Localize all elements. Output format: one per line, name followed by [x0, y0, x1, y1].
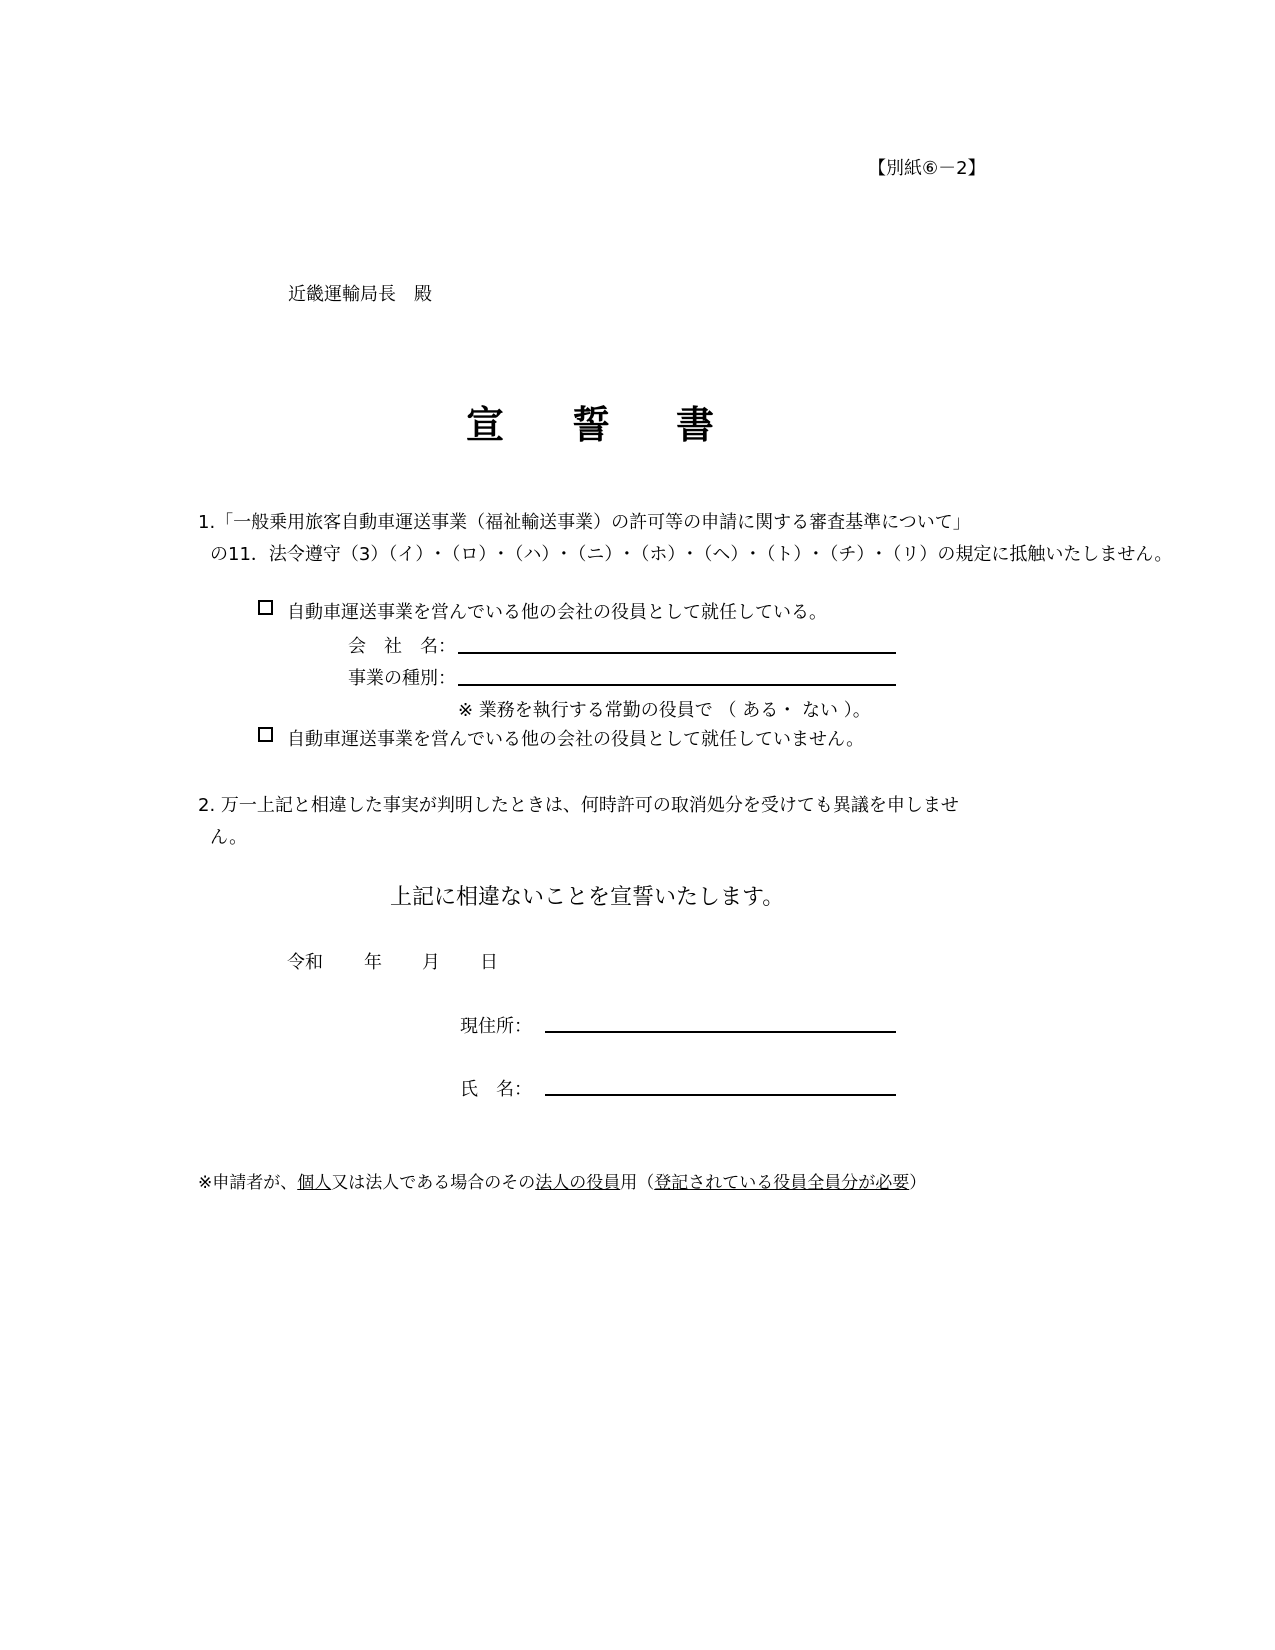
company-name-label: 会 社 名： [348, 636, 456, 657]
not-serving-officer-checkbox[interactable] [258, 727, 273, 742]
addressee: 近畿運輸局長 殿 [288, 284, 432, 305]
date-month: 月 [422, 952, 440, 973]
footnote-part3: 用（ [620, 1173, 655, 1193]
address-label: 現住所： [460, 1016, 532, 1037]
footnote-registered: 登記されている役員全員分が必要 [654, 1173, 910, 1193]
title-char-1: 宣 [466, 403, 505, 447]
attachment-label: 【別紙⑥－2】 [868, 158, 986, 179]
business-type-field[interactable] [458, 684, 896, 686]
title-char-2: 誓 [572, 403, 611, 447]
item1-line2: の11．法令遵守（3）（イ）･（ロ）･（ハ）･（ニ）･（ホ）･（ヘ）･（ト）･（チ）･（リ）の規定に抵触いたしません。 [210, 544, 1173, 565]
footnote-part2: 又は法人である場合のその [331, 1173, 536, 1193]
name-label: 氏 名： [460, 1079, 532, 1100]
date-era: 令和 [287, 952, 323, 973]
company-name-field[interactable] [458, 652, 896, 654]
title-char-3: 書 [676, 403, 715, 447]
item2-line2: ん。 [210, 827, 248, 848]
footnote-part4: ） [909, 1173, 927, 1193]
item2-line1: 2. 万一上記と相違した事実が判明したときは、何時許可の取消処分を受けても異議を申しませ [198, 795, 959, 816]
business-type-label: 事業の種別： [348, 668, 456, 689]
footnote [198, 1168, 926, 1193]
date-year: 年 [364, 952, 382, 973]
not-serving-officer-label: 自動車運送事業を営んでいる他の会社の役員として就任していません。 [287, 729, 865, 750]
serving-officer-checkbox[interactable] [258, 600, 273, 615]
declaration-statement: 上記に相違ないことを宣誓いたします。 [390, 885, 785, 910]
item1-line1: 1.「一般乗用旅客自動車運送事業（福祉輸送事業）の許可等の申請に関する審査基準について」 [198, 512, 971, 533]
name-field[interactable] [545, 1094, 896, 1096]
serving-officer-label: 自動車運送事業を営んでいる他の会社の役員として就任している。 [287, 602, 827, 623]
date-day: 日 [480, 952, 498, 973]
footnote-individual: 個人 [297, 1173, 332, 1193]
footnote-corp-officer: 法人の役員 [535, 1173, 621, 1193]
footnote-part1: ※申請者が、 [198, 1173, 298, 1193]
fulltime-officer-note: ※ 業務を執行する常勤の役員で （ ある・ ない ）。 [458, 700, 871, 721]
address-field[interactable] [545, 1031, 896, 1033]
